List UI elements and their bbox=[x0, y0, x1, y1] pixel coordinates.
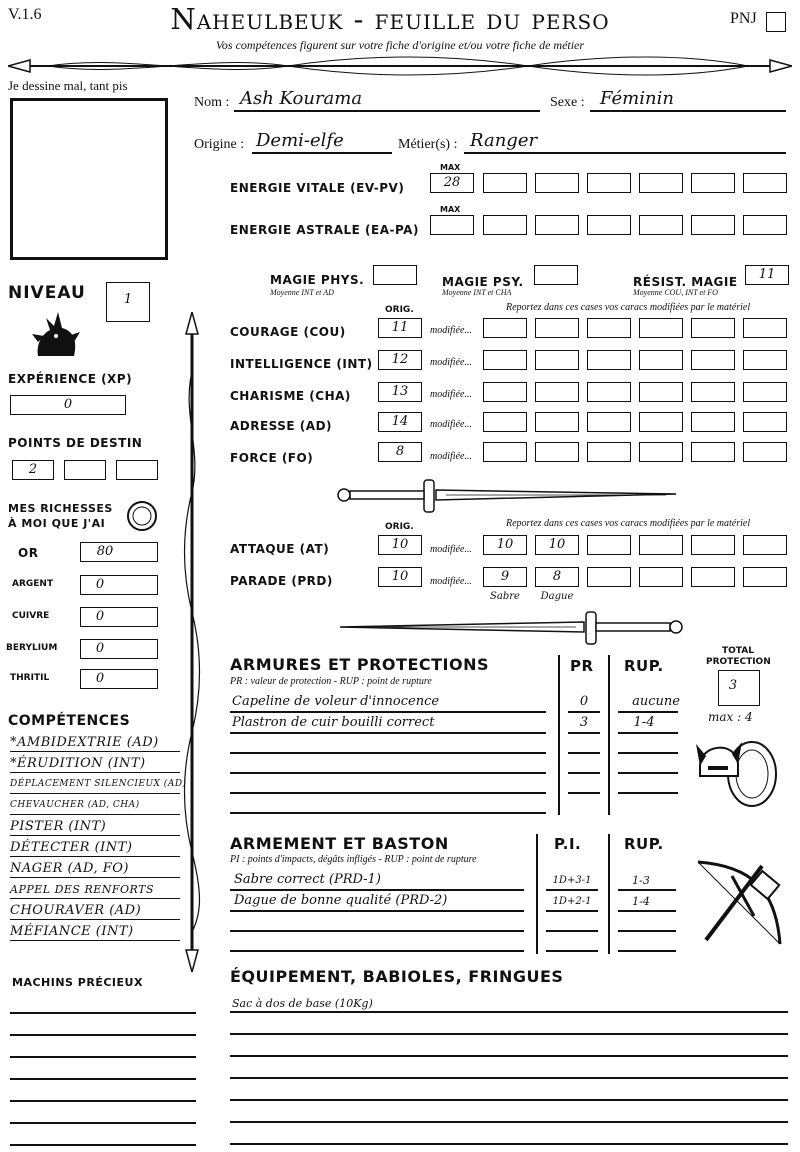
carac-mod-box[interactable] bbox=[639, 318, 683, 338]
sexe-label: Sexe : bbox=[550, 95, 585, 110]
total-protection-max: max : 4 bbox=[708, 710, 753, 724]
carac-mod-box[interactable] bbox=[587, 412, 631, 432]
ev-max-label: MAX bbox=[440, 163, 461, 172]
origine-value[interactable]: Demi-elfe bbox=[256, 130, 344, 151]
combat-orig-label: ORIG. bbox=[385, 522, 414, 532]
armement-rup-label: RUP. bbox=[624, 835, 664, 853]
niveau-label: NIVEAU bbox=[8, 283, 86, 303]
ev-box[interactable] bbox=[691, 173, 735, 193]
destin-box-3[interactable] bbox=[116, 460, 158, 480]
ev-label: ENERGIE VITALE (EV-PV) bbox=[230, 181, 405, 195]
carac-mod-box[interactable] bbox=[743, 318, 787, 338]
ev-box[interactable] bbox=[483, 173, 527, 193]
parade-label: PARADE (PRD) bbox=[230, 574, 333, 588]
armure-rup-line bbox=[618, 711, 678, 713]
metier-value[interactable]: Ranger bbox=[470, 130, 538, 151]
attaque-mod-value: 10 bbox=[496, 537, 514, 552]
resist-magie-sub: Moyenne COU, INT et FO bbox=[633, 288, 718, 297]
competence-5[interactable]: PISTER (INT) bbox=[10, 818, 180, 836]
machins-line[interactable] bbox=[10, 1100, 196, 1102]
combat-note: Reportez dans ces cases vos caracs modifiées par le matériel bbox=[506, 518, 751, 529]
carac-mod-box[interactable] bbox=[587, 442, 631, 462]
ev-box[interactable] bbox=[535, 173, 579, 193]
destin-label: POINTS DE DESTIN bbox=[8, 436, 143, 450]
armure-row-line bbox=[230, 772, 546, 774]
or-label: OR bbox=[18, 546, 39, 560]
armement-pi-label: P.I. bbox=[554, 835, 582, 853]
carac-mod-box[interactable] bbox=[691, 350, 735, 370]
coin-icon bbox=[126, 500, 158, 532]
carac-label: INTELLIGENCE (INT) bbox=[230, 357, 373, 371]
armure-pr-line bbox=[568, 752, 600, 754]
equipement-item[interactable]: Sac à dos de base (10Kg) bbox=[232, 997, 373, 1010]
armure-rup-line bbox=[618, 772, 678, 774]
competence-7[interactable]: NAGER (AD, FO) bbox=[10, 860, 180, 878]
arme-pi-line bbox=[546, 889, 598, 891]
carac-mod-box[interactable] bbox=[639, 442, 683, 462]
competence-3[interactable]: DÉPLACEMENT SILENCIEUX (AD) bbox=[10, 776, 180, 794]
magie-phys-sub: Moyenne INT et AD bbox=[270, 288, 334, 297]
sexe-value[interactable]: Féminin bbox=[600, 88, 674, 109]
arme-pi[interactable]: 1D+2-1 bbox=[552, 896, 592, 907]
pnj-checkbox[interactable] bbox=[766, 12, 786, 32]
carac-mod-box[interactable] bbox=[691, 318, 735, 338]
arme-pi[interactable]: 1D+3-1 bbox=[552, 875, 592, 886]
parade-mod-box[interactable] bbox=[691, 567, 735, 587]
arme-row-line bbox=[230, 950, 524, 952]
nom-label: Nom : bbox=[194, 95, 230, 110]
competence-10[interactable]: MÉFIANCE (INT) bbox=[10, 923, 180, 941]
parade-mod-box[interactable] bbox=[743, 567, 787, 587]
armure-rup-line bbox=[618, 732, 678, 734]
ea-box[interactable] bbox=[587, 215, 631, 235]
sexe-line bbox=[590, 110, 786, 112]
parade-orig-value: 10 bbox=[391, 569, 409, 584]
arme-name[interactable]: Sabre correct (PRD-1) bbox=[234, 872, 381, 887]
weapons-icon bbox=[692, 856, 786, 950]
berylium-label: BERYLIUM bbox=[6, 643, 58, 653]
thritil-label: THRITIL bbox=[10, 673, 50, 683]
portrait-box[interactable] bbox=[10, 98, 168, 260]
armure-row-line bbox=[230, 752, 546, 754]
carac-mod-box[interactable] bbox=[587, 382, 631, 402]
armure-pr-line bbox=[568, 711, 600, 713]
arme-name[interactable]: Dague de bonne qualité (PRD-2) bbox=[234, 893, 448, 908]
armure-pr[interactable]: 3 bbox=[579, 715, 589, 730]
carac-mod-box[interactable] bbox=[483, 318, 527, 338]
carac-orig-value: 12 bbox=[391, 352, 409, 367]
arme-rup[interactable]: 1-3 bbox=[632, 874, 650, 887]
parade-mod-value: 9 bbox=[500, 569, 510, 584]
metier-line bbox=[464, 152, 786, 154]
ev-box[interactable] bbox=[743, 173, 787, 193]
machins-label: MACHINS PRÉCIEUX bbox=[12, 976, 143, 989]
ea-box[interactable] bbox=[639, 215, 683, 235]
competence-1[interactable]: *AMBIDEXTRIE (AD) bbox=[10, 734, 180, 752]
armures-column-divider bbox=[608, 655, 610, 815]
staff-divider-vertical bbox=[180, 312, 204, 972]
ea-box[interactable] bbox=[483, 215, 527, 235]
armure-pr-line bbox=[568, 772, 600, 774]
machins-line[interactable] bbox=[10, 1122, 196, 1124]
machins-line[interactable] bbox=[10, 1034, 196, 1036]
armure-name[interactable]: Plastron de cuir bouilli correct bbox=[232, 715, 435, 730]
sheet-title: Naheulbeuk - feuille du perso bbox=[170, 2, 610, 36]
parade-mod-box[interactable] bbox=[587, 567, 631, 587]
armure-row-line bbox=[230, 812, 546, 814]
resist-magie-value: 11 bbox=[758, 267, 776, 282]
destin-box-2[interactable] bbox=[64, 460, 106, 480]
arme-rup-line bbox=[618, 950, 676, 952]
carac-modified-label: modifiée... bbox=[430, 451, 472, 462]
competences-label: COMPÉTENCES bbox=[8, 713, 131, 729]
spear-divider-top bbox=[8, 54, 792, 78]
argent-label: ARGENT bbox=[12, 579, 54, 589]
metier-label: Métier(s) : bbox=[398, 137, 458, 152]
attaque-mod-box[interactable] bbox=[743, 535, 787, 555]
parade-modified-label: modifiée... bbox=[430, 576, 472, 587]
equipement-line bbox=[230, 1033, 788, 1035]
carac-mod-box[interactable] bbox=[639, 382, 683, 402]
dragon-icon bbox=[28, 306, 84, 362]
equipement-line bbox=[230, 1077, 788, 1079]
carac-mod-box[interactable] bbox=[535, 382, 579, 402]
armures-column-divider bbox=[558, 655, 560, 815]
carac-orig-value: 14 bbox=[391, 414, 409, 429]
arme-pi-line bbox=[546, 950, 598, 952]
attaque-mod-box[interactable] bbox=[691, 535, 735, 555]
ea-max-box[interactable] bbox=[430, 215, 474, 235]
carac-mod-box[interactable] bbox=[691, 412, 735, 432]
ev-box[interactable] bbox=[639, 173, 683, 193]
destin-value-1: 2 bbox=[28, 462, 38, 477]
arme-rup-line bbox=[618, 889, 676, 891]
armure-rup[interactable]: 1-4 bbox=[633, 715, 655, 730]
carac-modified-label: modifiée... bbox=[430, 419, 472, 430]
equipement-line bbox=[230, 1143, 788, 1145]
armement-title: ARMEMENT ET BASTON bbox=[230, 834, 449, 853]
total-protection-label-1: TOTAL bbox=[722, 646, 754, 656]
armement-column-divider bbox=[536, 834, 538, 954]
magie-psy-sub: Moyenne INT et CHA bbox=[442, 288, 512, 297]
carac-orig-value: 13 bbox=[391, 384, 409, 399]
attaque-orig-value: 10 bbox=[391, 537, 409, 552]
machins-line[interactable] bbox=[10, 1012, 196, 1014]
weapon-name-1: Sabre bbox=[490, 591, 520, 602]
machins-line[interactable] bbox=[10, 1144, 196, 1146]
weapon-name-2: Dague bbox=[540, 591, 574, 602]
richesses-label-2: À MOI QUE J'AI bbox=[8, 517, 106, 530]
carac-mod-box[interactable] bbox=[743, 350, 787, 370]
carac-mod-box[interactable] bbox=[639, 350, 683, 370]
nom-line bbox=[234, 110, 540, 112]
carac-modified-label: modifiée... bbox=[430, 389, 472, 400]
ea-max-label: MAX bbox=[440, 205, 461, 214]
origine-line bbox=[252, 152, 392, 154]
carac-mod-box[interactable] bbox=[535, 412, 579, 432]
armures-title: ARMURES ET PROTECTIONS bbox=[230, 655, 489, 674]
sword-icon bbox=[336, 610, 684, 646]
cuivre-value: 0 bbox=[95, 609, 105, 624]
ev-box[interactable] bbox=[587, 173, 631, 193]
carac-label: FORCE (FO) bbox=[230, 451, 314, 465]
armure-row-line bbox=[230, 711, 546, 713]
shield-helmet-icon bbox=[694, 726, 780, 812]
competence-8[interactable]: APPEL DES RENFORTS bbox=[10, 881, 180, 899]
carac-mod-box[interactable] bbox=[691, 442, 735, 462]
armure-pr-line bbox=[568, 732, 600, 734]
magie-psy-label: MAGIE PSY. bbox=[442, 275, 524, 289]
machins-line[interactable] bbox=[10, 1078, 196, 1080]
parade-mod-box[interactable] bbox=[639, 567, 683, 587]
equipement-line bbox=[230, 1011, 788, 1013]
competence-6[interactable]: DÉTECTER (INT) bbox=[10, 839, 180, 857]
competence-9[interactable]: CHOURAVER (AD) bbox=[10, 902, 180, 920]
nom-value[interactable]: Ash Kourama bbox=[240, 88, 363, 109]
carac-mod-box[interactable] bbox=[691, 382, 735, 402]
carac-mod-box[interactable] bbox=[743, 382, 787, 402]
arme-rup[interactable]: 1-4 bbox=[632, 895, 650, 908]
equipement-line bbox=[230, 1121, 788, 1123]
carac-mod-box[interactable] bbox=[535, 350, 579, 370]
armures-subtitle: PR : valeur de protection - RUP : point de rupture bbox=[230, 676, 432, 687]
arme-rup-line bbox=[618, 930, 676, 932]
machins-line[interactable] bbox=[10, 1056, 196, 1058]
carac-mod-box[interactable] bbox=[483, 382, 527, 402]
armures-pr-label: PR bbox=[570, 657, 594, 675]
carac-mod-box[interactable] bbox=[587, 318, 631, 338]
carac-mod-box[interactable] bbox=[587, 350, 631, 370]
caracs-orig-label: ORIG. bbox=[385, 305, 414, 315]
armement-column-divider bbox=[608, 834, 610, 954]
carac-orig-value: 8 bbox=[395, 444, 405, 459]
magie-psy-box[interactable] bbox=[534, 265, 578, 285]
carac-mod-box[interactable] bbox=[743, 442, 787, 462]
attaque-mod-box[interactable] bbox=[639, 535, 683, 555]
pnj-label: PNJ bbox=[730, 10, 757, 27]
equipement-line bbox=[230, 1055, 788, 1057]
armure-rup[interactable]: aucune bbox=[632, 694, 680, 709]
carac-mod-box[interactable] bbox=[483, 350, 527, 370]
argent-value: 0 bbox=[95, 577, 105, 592]
carac-modified-label: modifiée... bbox=[430, 325, 472, 336]
attaque-mod-box[interactable] bbox=[587, 535, 631, 555]
niveau-value: 1 bbox=[123, 292, 133, 307]
thritil-value: 0 bbox=[95, 671, 105, 686]
ea-box[interactable] bbox=[743, 215, 787, 235]
caracs-note: Reportez dans ces cases vos caracs modifiées par le matériel bbox=[506, 302, 751, 313]
total-protection-value: 3 bbox=[728, 678, 738, 693]
armures-rup-label: RUP. bbox=[624, 657, 664, 675]
carac-label: CHARISME (CHA) bbox=[230, 389, 351, 403]
portrait-caption: Je dessine mal, tant pis bbox=[8, 78, 128, 93]
arme-pi-line bbox=[546, 930, 598, 932]
parade-mod-value: 8 bbox=[552, 569, 562, 584]
arme-pi-line bbox=[546, 910, 598, 912]
carac-mod-box[interactable] bbox=[639, 412, 683, 432]
attaque-label: ATTAQUE (AT) bbox=[230, 542, 330, 556]
version-label: V.1.6 bbox=[8, 6, 42, 23]
ea-box[interactable] bbox=[535, 215, 579, 235]
armement-subtitle: PI : points d'impacts, dégâts infligés - RUP : point de rupture bbox=[230, 854, 477, 865]
carac-label: ADRESSE (AD) bbox=[230, 419, 333, 433]
magie-phys-label: MAGIE PHYS. bbox=[270, 273, 365, 287]
berylium-value: 0 bbox=[95, 641, 105, 656]
armure-row-line bbox=[230, 732, 546, 734]
ea-label: ENERGIE ASTRALE (EA-PA) bbox=[230, 223, 419, 237]
sheet-subtitle: Vos compétences figurent sur votre fiche d'origine et/ou votre fiche de métier bbox=[215, 38, 585, 52]
armure-pr[interactable]: 0 bbox=[579, 694, 589, 709]
arme-row-line bbox=[230, 910, 524, 912]
xp-value: 0 bbox=[63, 397, 73, 412]
arme-row-line bbox=[230, 930, 524, 932]
arme-rup-line bbox=[618, 910, 676, 912]
cuivre-label: CUIVRE bbox=[12, 611, 50, 621]
carac-mod-box[interactable] bbox=[483, 442, 527, 462]
xp-label: EXPÉRIENCE (XP) bbox=[8, 372, 133, 386]
magie-phys-box[interactable] bbox=[373, 265, 417, 285]
ea-box[interactable] bbox=[691, 215, 735, 235]
armure-pr-line bbox=[568, 792, 600, 794]
attaque-mod-value: 10 bbox=[548, 537, 566, 552]
carac-orig-value: 11 bbox=[391, 320, 409, 335]
competence-2[interactable]: *ÉRUDITION (INT) bbox=[10, 755, 180, 773]
armure-rup-line bbox=[618, 752, 678, 754]
carac-mod-box[interactable] bbox=[743, 412, 787, 432]
origine-label: Origine : bbox=[194, 137, 245, 152]
total-protection-label-2: PROTECTION bbox=[706, 657, 771, 667]
carac-modified-label: modifiée... bbox=[430, 357, 472, 368]
resist-magie-label: RÉSIST. MAGIE bbox=[633, 275, 738, 289]
equipement-line bbox=[230, 1099, 788, 1101]
arme-row-line bbox=[230, 889, 524, 891]
armure-rup-line bbox=[618, 792, 678, 794]
richesses-label-1: MES RICHESSES bbox=[8, 502, 113, 515]
carac-mod-box[interactable] bbox=[535, 442, 579, 462]
attaque-modified-label: modifiée... bbox=[430, 544, 472, 555]
competence-4[interactable]: CHEVAUCHER (AD, CHA) bbox=[10, 797, 180, 815]
equipement-title: ÉQUIPEMENT, BABIOLES, FRINGUES bbox=[230, 967, 564, 986]
ev-max-value: 28 bbox=[443, 175, 461, 190]
armure-row-line bbox=[230, 792, 546, 794]
sword-icon bbox=[336, 478, 684, 514]
carac-label: COURAGE (COU) bbox=[230, 325, 346, 339]
armure-name[interactable]: Capeline de voleur d'innocence bbox=[232, 694, 440, 709]
carac-mod-box[interactable] bbox=[483, 412, 527, 432]
carac-mod-box[interactable] bbox=[535, 318, 579, 338]
or-value: 80 bbox=[96, 544, 114, 559]
